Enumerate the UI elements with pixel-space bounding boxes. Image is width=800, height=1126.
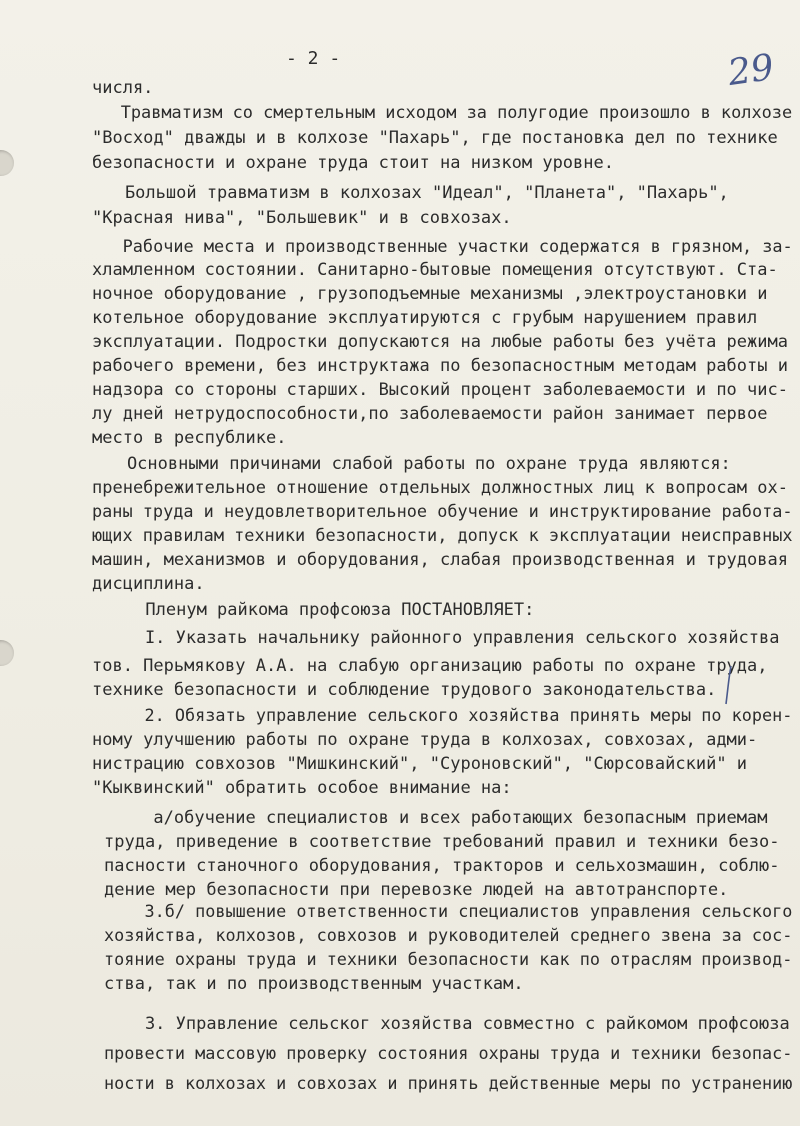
text-line: числя. (92, 78, 154, 98)
text-line: ночное оборудование , грузоподъемные механизмы ,электроустановки и (92, 284, 768, 304)
text-line: безопасности и охране труда стоит на низком уровне. (92, 153, 614, 173)
text-line: ства, так и по производственным участкам. (104, 974, 524, 994)
text-line: дение мер безопасности при перевозке людей на автотранспорте. (104, 880, 729, 900)
text-line: тояние охраны труда и техники безопасности как по отраслям производ- (104, 950, 793, 970)
text-line: труда, приведение в соответствие требований правил и техники безо- (104, 832, 780, 852)
text-line: I. Указать начальнику районного управления сельского хозяйства (104, 628, 780, 648)
text-line: лу дней нетрудоспособности,по заболеваемости район занимает первое (92, 404, 768, 424)
text-line: З.б/ повышение ответственности специалистов управления сельского (104, 902, 793, 922)
text-line: пасности станочного оборудования, тракторов и сельхозмашин, соблю- (104, 856, 780, 876)
handwritten-margin-mark (722, 664, 734, 708)
text-line: нистрацию совхозов "Мишкинский", "Суроновский", "Сюрсовайский" и (92, 754, 748, 774)
text-line: надзора со стороны старших. Высокий процент заболеваемости и по чис- (92, 380, 788, 400)
text-line: хламленном состоянии. Санитарно-бытовые помещения отсутствуют. Ста- (92, 260, 778, 280)
text-line: ющих правилам техники безопасности, допуск к эксплуатации неисправных (92, 526, 793, 546)
punch-hole (0, 150, 14, 176)
text-line: место в республике. (92, 428, 287, 448)
text-line: рабочего времени, без инструктажа по безопасностным методам работы и (92, 356, 788, 376)
text-line: машин, механизмов и оборудования, слабая производственная и трудовая (92, 550, 788, 570)
text-line: Основными причинами слабой работы по охране труда являются: (86, 454, 731, 474)
text-line: тов. Перьмякову А.А. на слабую организацию работы по охране труда, (92, 656, 768, 676)
text-line: пренебрежительное отношение отдельных должностных лиц к вопросам ох- (92, 478, 788, 498)
text-line: "Красная нива", "Большевик" и в совхозах. (92, 208, 512, 228)
punch-hole (0, 640, 14, 666)
text-line: технике безопасности и соблюдение трудового законодательства. (92, 680, 717, 700)
text-line: 3. Управление сельског хозяйства совместно с райкомом профсоюза (104, 1014, 790, 1034)
text-line: а/обучение специалистов и всех работающих безопасным приемам (92, 808, 768, 828)
text-line: провести массовую проверку состояния охраны труда и техники безопас- (104, 1044, 793, 1064)
text-line: Травматизм со смертельным исходом за полугодие произошло в колхозе (80, 103, 793, 123)
text-line: ному улучшению работы по охране труда в колхозах, совхозах, адми- (92, 730, 758, 750)
text-line: ности в колхозах и совхозах и принять действенные меры по устранению (104, 1074, 793, 1094)
text-line: хозяйства, колхозов, совхозов и руководителей среднего звена за сос- (104, 926, 793, 946)
text-line: раны труда и неудовлетворительное обучение и инструктирование работа- (92, 502, 793, 522)
text-line: Большой травматизм в колхозах "Идеал", "Планета", "Пахарь", (84, 183, 729, 203)
text-line: "Кыквинский" обратить особое внимание на: (92, 778, 512, 798)
text-line: "Восход" дважды и в колхозе "Пахарь", где постановка дел по технике (92, 128, 778, 148)
page-number: - 2 - (286, 48, 341, 69)
text-line: эксплуатации. Подростки допускаются на любые работы без учёта режима (92, 332, 788, 352)
text-line: дисциплина. (92, 574, 205, 594)
text-line: Рабочие места и производственные участки содержатся в грязном, за- (82, 237, 793, 257)
text-line: котельное оборудование эксплуатируются с грубым нарушением правил (92, 308, 758, 328)
handwritten-sheet-number: 29 (725, 47, 777, 94)
text-line: Пленум райкома профсоюза ПОСТАНОВЛЯЕТ: (84, 600, 535, 620)
text-line: 2. Обязать управление сельского хозяйства принять меры по корен- (104, 706, 793, 726)
